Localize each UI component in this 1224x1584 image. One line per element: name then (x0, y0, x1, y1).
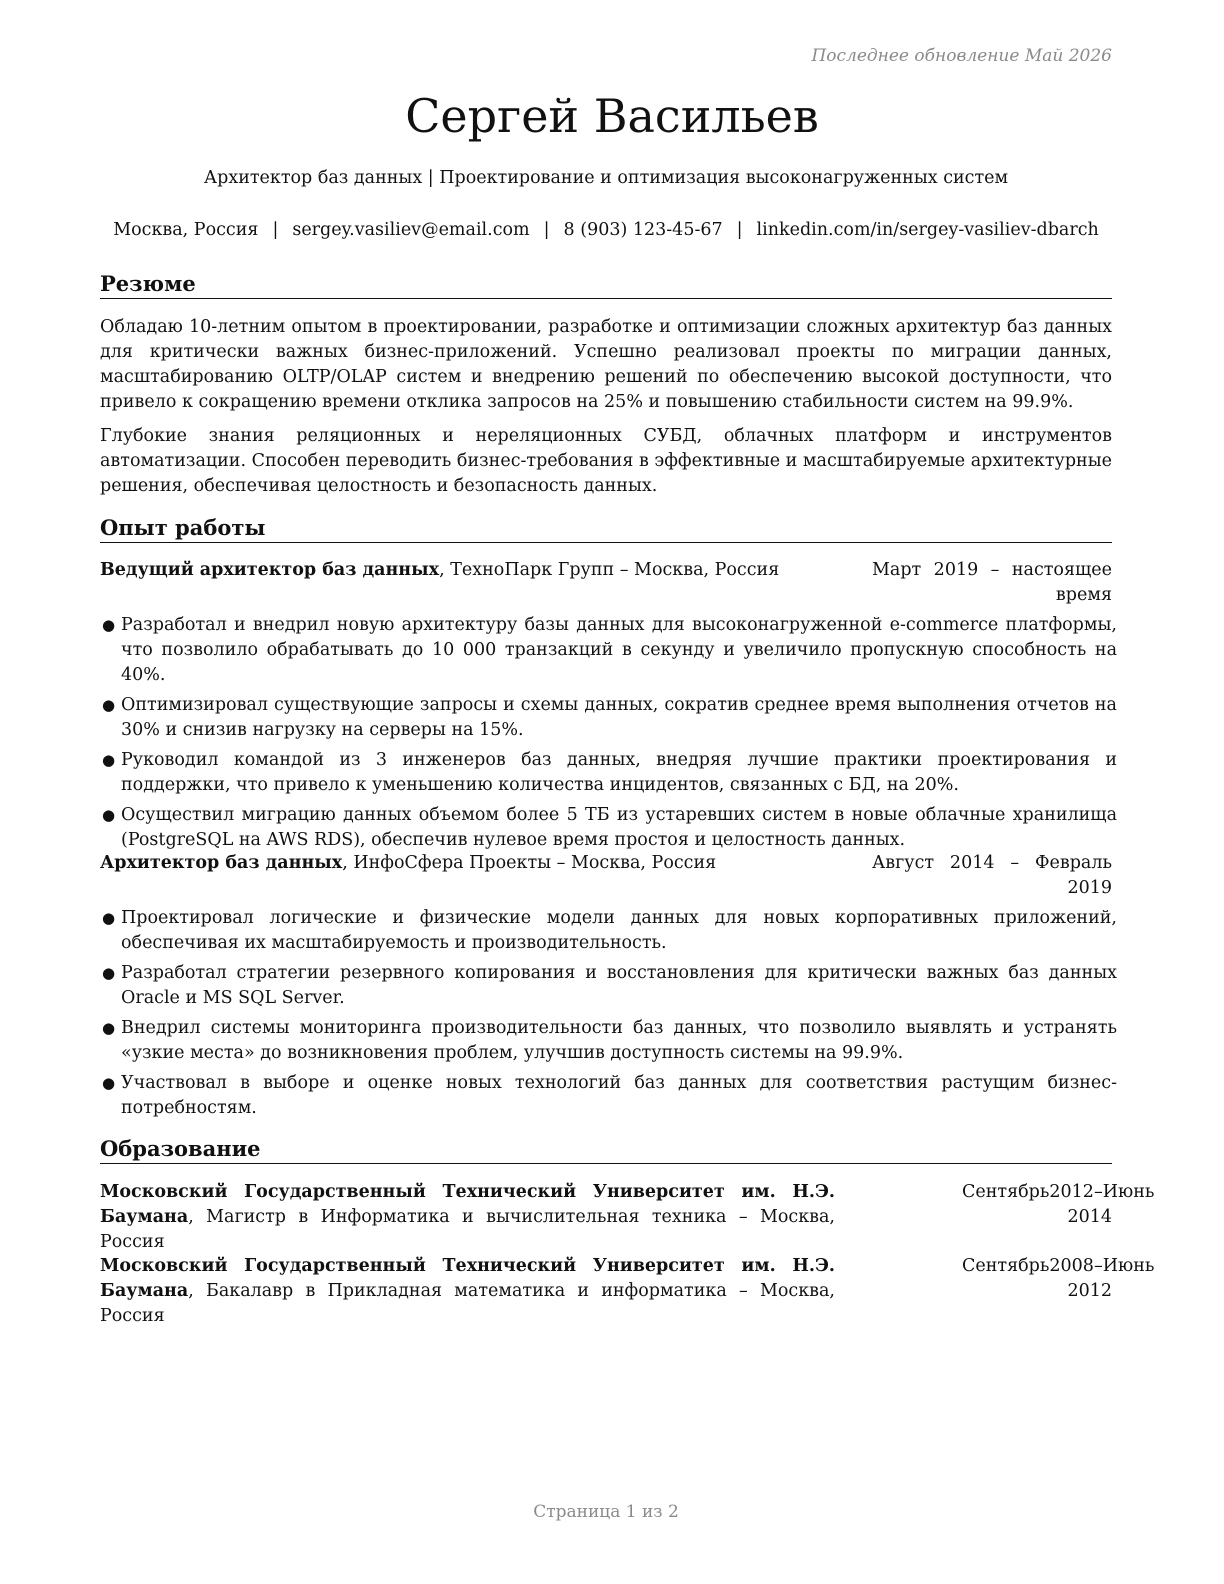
summary-paragraph: Глубокие знания реляционных и нереляционных СУБД, облачных платформ и инструментов автоматизации. Способен переводить бизнес-требования в эффективные и масштабируемые архитектурные решения, обеспечивая целостность и безопасность данных. (100, 426, 1112, 496)
list-item: ● Руководил командой из 3 инженеров баз данных, внедряя лучшие практики проектирования и поддержки, что привело к уменьшению количества инцидентов, связанных с БД, на 20%. (102, 750, 1117, 795)
job-bullets (100, 613, 1117, 858)
job-header (100, 558, 1112, 608)
contact-location: Москва, Россия (113, 220, 259, 240)
education-school: Московский Государственный Технический Университет им. Н.Э. Баумана (100, 1256, 835, 1301)
list-item: ● Участвовал в выборе и оценке новых технологий баз данных для соответствия растущим бизнес-потребностям. (102, 1073, 1117, 1118)
job-company: , ТехноПарк Групп – Москва, Россия (439, 560, 780, 580)
tagline: Архитектор баз данных | Проектирование и оптимизация высоконагруженных систем (203, 168, 1009, 188)
bullet-icon: ● (102, 806, 116, 824)
section-title-experience: Опыт работы (100, 515, 1112, 543)
contact-email[interactable]: sergey.vasiliev@email.com (292, 220, 530, 240)
bullet-icon: ● (102, 1019, 116, 1037)
list-item: ● Разработал стратегии резервного копирования и восстановления для критически важных баз данных Oracle и MS SQL Server. (102, 963, 1117, 1008)
bullet-icon: ● (102, 964, 116, 982)
bullet-icon: ● (102, 696, 116, 714)
list-item: ● Осуществил миграцию данных объемом более 5 ТБ из устаревших систем в новые облачные хранилища (PostgreSQL на AWS RDS), обеспечив нулевое время простоя и целостность данных. (102, 805, 1117, 850)
education-entry (100, 1254, 1155, 1329)
contact-linkedin[interactable]: linkedin.com/in/sergey-vasiliev-dbarch (756, 220, 1099, 240)
job-company: , ИнфоСфера Проекты – Москва, Россия (342, 853, 717, 873)
job-bullets (100, 906, 1117, 1126)
list-item: ● Внедрил системы мониторинга производительности баз данных, что позволило выявлять и устранять «узкие места» до возникновения проблем, улучшив доступность системы на 99.9%. (102, 1018, 1117, 1063)
contact-separator: | (736, 220, 743, 240)
contact-separator: | (543, 220, 550, 240)
list-item: ● Проектировал логические и физические модели данных для новых корпоративных приложений, обеспечивая их масштабируемость и производительность. (102, 908, 1117, 953)
education-degree: , Магистр в Информатика и вычислительная техника – Москва, Россия (100, 1207, 835, 1252)
contact-line (0, 218, 1212, 243)
education-dates: Сентябрь 2008 – Июнь 2012 (962, 1256, 1155, 1301)
job-dates: Март 2019 – настоящее время (872, 560, 1112, 605)
job-role: Ведущий архитектор баз данных (100, 560, 440, 580)
education-school: Московский Государственный Технический Университет им. Н.Э. Баумана (100, 1182, 835, 1227)
bullet-icon: ● (102, 1074, 116, 1092)
section-title-education: Образование (100, 1136, 1112, 1164)
page-number: Страница 1 из 2 (533, 1502, 679, 1522)
candidate-name: Сергей Васильев (405, 89, 819, 143)
list-item: ● Оптимизировал существующие запросы и схемы данных, сократив среднее время выполнения отчетов на 30% и снизив нагрузку на серверы на 15%. (102, 695, 1117, 740)
summary-paragraph: Обладаю 10-летним опытом в проектировании, разработке и оптимизации сложных архитектур баз данных для критически важных бизнес-приложений. Успешно реализовал проекты по миграции данных, масштабированию OLTP/OLAP систем и внедрению решений по обеспечению высокой доступности, что привело к сокращению времени отклика запросов на 25% и повышению стабильности систем на 99.9%. (100, 317, 1112, 412)
job-role: Архитектор баз данных (100, 853, 343, 873)
contact-phone[interactable]: 8 (903) 123-45-67 (563, 220, 723, 240)
bullet-icon: ● (102, 616, 116, 634)
education-degree: , Бакалавр в Прикладная математика и информатика – Москва, Россия (100, 1281, 835, 1326)
bullet-icon: ● (102, 909, 116, 927)
contact-separator: | (272, 220, 279, 240)
job-dates: Август 2014 – Февраль 2019 (872, 853, 1112, 898)
job-header (100, 851, 1112, 901)
education-dates: Сентябрь 2012 – Июнь 2014 (962, 1182, 1155, 1227)
bullet-icon: ● (102, 751, 116, 769)
education-entry (100, 1180, 1155, 1255)
section-title-summary: Резюме (100, 271, 1112, 299)
list-item: ● Разработал и внедрил новую архитектуру базы данных для высоконагруженной e-commerce платформы, что позволило обрабатывать до 10 000 транзакций в секунду и увеличило пропускную способность на 40%. (102, 615, 1117, 685)
last-updated: Последнее обновление Май 2026 (811, 46, 1112, 66)
